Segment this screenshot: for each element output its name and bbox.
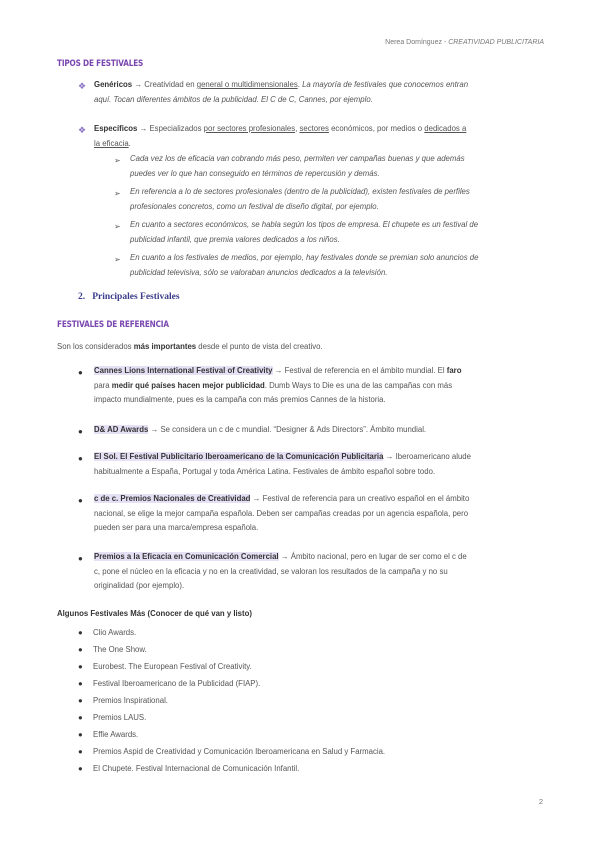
genericos-paragraph: Genéricos → Creatividad en general o multidimensionales. La mayoría de festivales que conocemos entran aquí. Tocan diferentes ámbitos de la publicidad. El C de C, Cannes, por ejemplo. [94, 80, 469, 104]
bullet-dot-icon: ● [78, 427, 83, 436]
list-item: ● Festival Iberoamericano de la Publicidad (FIAP). [78, 679, 261, 688]
section-title-referencia: FESTIVALES DE REFERENCIA [57, 320, 169, 330]
page-number: 2 [538, 797, 543, 806]
heading-principales-festivales: 2. Principales Festivales [78, 292, 180, 302]
especificos-paragraph: Específicos → Especializados por sectores profesionales, sectores económicos, por medios o dedicados a la eficacia. [94, 124, 467, 148]
festival-el-sol: El Sol. El Festival Publicitario Iberoamericano de la Comunicación Publicitaria → Iberoamericano alude habitualmente a España, Portugal y toda América Latina. Festivales de ámbito español sobre todo. [94, 452, 471, 476]
others-title: Algunos Festivales Más (Conocer de qué van y listo) [57, 609, 252, 618]
list-item: ● Effie Awards. [78, 730, 139, 739]
arrow-bullet-icon: ➢ [114, 189, 121, 198]
bullet-dot-icon: ● [78, 554, 83, 563]
arrow-bullet-icon: ➢ [114, 255, 121, 264]
arrow-bullet-icon: ➢ [114, 156, 121, 165]
list-item: ● Premios Aspid de Creatividad y Comunicación Iberoamericana en Salud y Farmacia. [78, 747, 386, 756]
arrow-bullet-icon: ➢ [114, 222, 121, 231]
bullet-dot-icon: ● [78, 454, 83, 463]
festival-eficacia: Premios a la Eficacia en Comunicación Comercial → Ámbito nacional, pero en lugar de ser como el c de c, pone el núcleo en la eficacia y no en la creatividad, se valoran los resultados de la campaña y no su originalidad (por ejemplo). [94, 552, 467, 591]
diamond-bullet-icon: ❖ [78, 81, 87, 91]
sub-bullet-3: En cuanto a sectores económicos, se habla según los tipos de empresa. El chupete es un festival de publicidad infantil, que premia valores dedicados a los niños. [130, 220, 479, 244]
list-item: ● Clio Awards. [78, 628, 137, 637]
list-item: ● Premios LAUS. [78, 713, 147, 722]
sub-bullet-4: En cuanto a los festivales de medios, por ejemplo, hay festivales donde se premian solo anuncios de publicidad televisiva, sólo se valoraban anuncios dedicados a la televisión. [130, 253, 479, 277]
sub-bullet-1: Cada vez los de eficacia van cobrando más peso, permiten ver campañas buenas y que además puedes ver lo que han conseguido en términos de repercusión y demás. [130, 154, 465, 178]
list-item: ● Eurobest. The European Festival of Creativity. [78, 662, 252, 671]
sub-bullet-2: En referencia a lo de sectores profesionales (dentro de la publicidad), existen festivales de perfiles profesionales concretos, como un festival de diseño digital, por ejemplo. [130, 187, 470, 211]
list-item: ● El Chupete. Festival Internacional de Comunicación Infantil. [78, 764, 300, 773]
bullet-dot-icon: ● [78, 496, 83, 505]
bullet-dot-icon: ● [78, 368, 83, 377]
festival-cannes: Cannes Lions International Festival of Creativity → Festival de referencia en el ámbito mundial. El faro para medir qué países hacen mejor publicidad. Dumb Ways to Die es una de las campañas con más impacto mundialmente, pues es la campaña con más premios Cannes de la historia. [94, 366, 462, 405]
diamond-bullet-icon: ❖ [78, 125, 87, 135]
intro-paragraph: Son los considerados más importantes desde el punto de vista del creativo. [57, 342, 323, 351]
list-item: ● Premios Inspirational. [78, 696, 168, 705]
page-header: Nerea Domínguez - CREATIVIDAD PUBLICITARIA [385, 39, 544, 46]
section-title-tipos: TIPOS DE FESTIVALES [57, 59, 144, 69]
list-item: ● The One Show. [78, 645, 147, 654]
festival-c-de-c: c de c. Premios Nacionales de Creatividad → Festival de referencia para un creativo español en el ámbito nacional, se elige la mejor campaña española. Deben ser campañas creadas por un agencia española, pero pueden ser para una marca/empresa española. [94, 494, 470, 533]
festival-dad: D& AD Awards → Se considera un c de c mundial. “Designer & Ads Directors”. Ámbito mundial. [94, 425, 427, 434]
